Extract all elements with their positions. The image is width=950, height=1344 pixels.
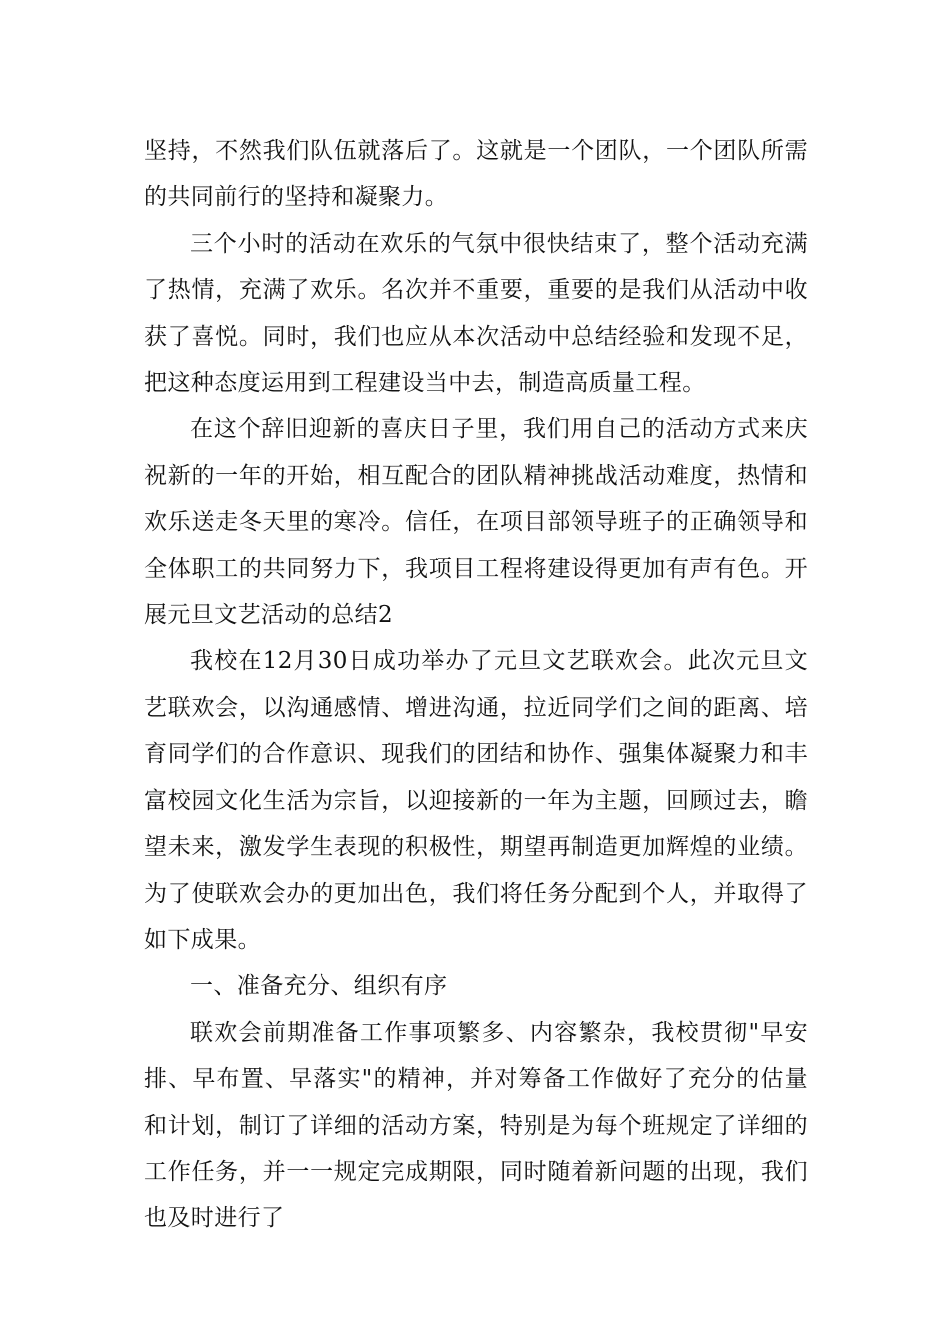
paragraph-school-gala: 我校在12月30日成功举办了元旦文艺联欢会。此次元旦文艺联欢会，以沟通感情、增进沟通，拉近同学们之间的距离、培育同学们的合作意识、现我们的团结和协作、强集体凝聚力和丰富校园文化生活为宗旨，以迎接新的一年为主题，回顾过去，瞻望未来，激发学生表现的积极性，期望再制造更加辉煌的业绩。为了使联欢会办的更加出色，我们将任务分配到个人，并取得了如下成果。 [144,648,808,953]
paragraph-new-year-celebration: 在这个辞旧迎新的喜庆日子里，我们用自己的活动方式来庆祝新的一年的开始，相互配合的团队精神挑战活动难度，热情和欢乐送走冬天里的寒冷。信任，在项目部领导班子的正确领导和全体职工的共同努力下，我项目工程将建设得更加有声有色。开展元旦文艺活动的总结2 [144,416,808,629]
paragraph-continuation: 坚持，不然我们队伍就落后了。这就是一个团队，一个团队所需的共同前行的坚持和凝聚力。 [144,138,808,211]
paragraph-activity-conclusion: 三个小时的活动在欢乐的气氛中很快结束了，整个活动充满了热情，充满了欢乐。名次并不重要，重要的是我们从活动中收获了喜悦。同时，我们也应从本次活动中总结经验和发现不足，把这种态度运用到工程建设当中去，制造高质量工程。 [144,230,808,397]
paragraph-preparation-details: 联欢会前期准备工作事项繁多、内容繁杂，我校贯彻"早安排、早布置、早落实"的精神，并对筹备工作做好了充分的估量和计划，制订了详细的活动方案，特别是为每个班规定了详细的工作任务，并一一规定完成期限，同时随着新问题的出现，我们也及时进行了 [144,1019,808,1232]
section-heading-preparation: 一、准备充分、组织有序 [190,973,448,1000]
document-body [144,128,808,1242]
